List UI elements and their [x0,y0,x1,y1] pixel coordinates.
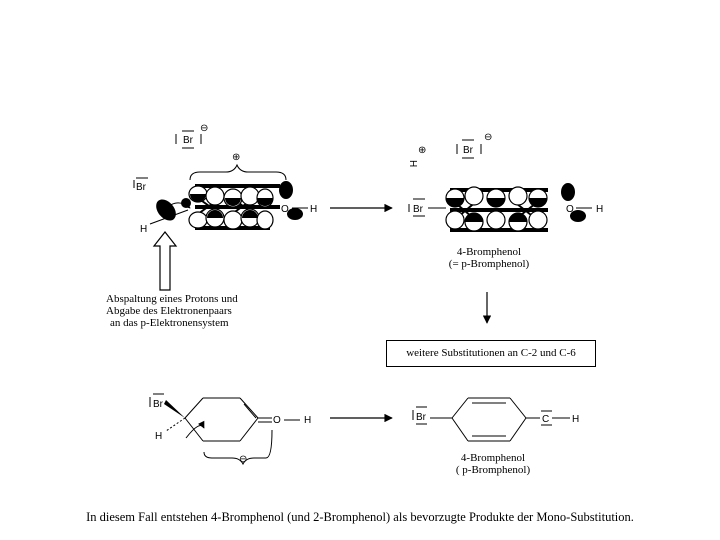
skeletal-labels-right [413,407,579,425]
caption: In diesem Fall entstehen 4-Bromphenol (und 2-Bromphenol) als bevorzugte Produkte der Mono-Substitution. [86,510,634,524]
bromide-and-proton-right [407,132,492,167]
h-label: H [407,160,418,168]
plus-charge: ⊕ [232,152,241,163]
br-label: Br [183,135,193,146]
plus-charge: ⊕ [418,145,427,156]
ring-orbitals-right [446,183,586,231]
product-name: 4-Bromphenol [460,452,526,464]
product-synonym: ( p-Bromphenol) [455,464,531,476]
product-label-bottom [448,452,538,476]
c-label: C [542,414,550,425]
note-line: Abgabe des Elektronenpaars [106,305,232,317]
further-substitution-box: weitere Substitutionen an C-2 und C-6 [386,340,596,367]
note-line: Abspaltung eines Protons und [106,293,238,305]
product-name: 4-Bromphenol [456,246,522,258]
o-label: O [273,415,281,426]
br-label: Br [416,412,426,423]
abspaltung-note [106,293,238,329]
o-label: O [281,204,289,215]
h-label: H [155,431,163,442]
br-label: Br [413,204,423,215]
h-label: H [310,204,318,215]
leaving-br-and-h [134,178,191,235]
h-label: H [140,224,148,235]
minus-charge: ⊖ [484,132,493,143]
br-substituent-right [409,199,446,216]
positive-charge-brace [190,152,286,180]
h-label: H [572,414,580,425]
o-label: O [566,204,574,215]
h-label: H [596,204,604,215]
product-label-top [444,246,534,270]
product-synonym: (= p-Bromphenol) [448,258,530,270]
h-label: H [304,415,312,426]
skeletal-labels-left [150,394,311,465]
minus-charge: ⊖ [239,454,248,465]
minus-charge: ⊖ [200,123,209,134]
br-label: Br [153,399,163,410]
skeletal-sigma-complex [164,398,272,464]
bromide-anion-top-left [176,123,208,148]
note-line: an das p-Elektronensystem [110,317,229,329]
br-label: Br [463,145,473,156]
hollow-up-arrow [154,232,176,290]
br-label: Br [136,182,146,193]
